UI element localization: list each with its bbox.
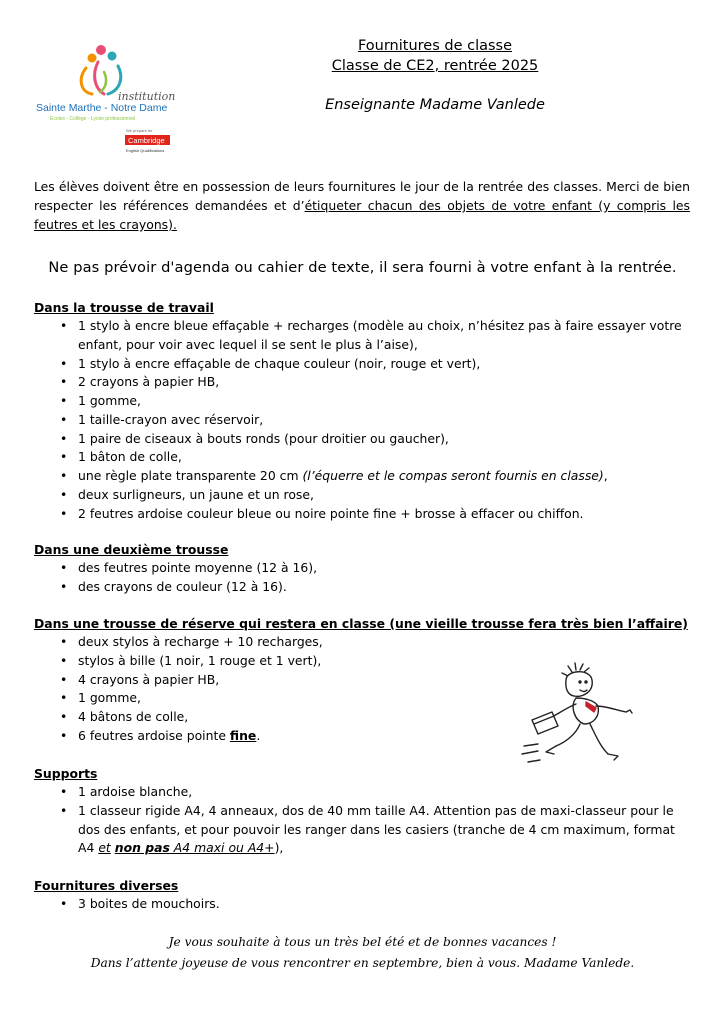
list-item [34,802,694,858]
section-title-reserve: Dans une trousse de réserve qui restera en classe (une vieille trousse fera très bien l’affaire) [34,616,688,631]
list-item [34,392,694,411]
bullet: • [60,690,68,706]
logo-word: institution [118,90,176,103]
item-text: deux stylos à recharge + 10 recharges, [78,634,323,649]
bullet: • [60,896,68,911]
bullet: • [60,560,68,575]
list-item [34,895,694,914]
item-text: 1 ardoise blanche, [78,784,193,799]
item-text: une règle plate transparente 20 cm [78,468,303,483]
bullet: • [60,355,68,371]
list-item [34,373,694,392]
list-item [34,486,694,505]
closing-line-1: Je vous souhaite à tous un très bel été et de bonnes vacances ! [168,935,557,949]
list-item [34,783,694,802]
cambridge-badge-label: Cambridge [128,136,165,145]
intro-text: Les élèves doivent être en possession de leurs fournitures le jour de la rentrée des classes. Merci de bien respecter les références demandées et d’ [34,179,690,213]
logo-school-sub: Ecoles - Collège - Lycée professionnel [50,116,136,122]
document-subtitle: Classe de CE2, rentrée 2025 [331,58,539,74]
list-deuxieme [34,559,694,597]
bullet: • [60,430,68,446]
list-trousse [34,317,694,523]
badge-small-text: We prepare for [126,128,153,133]
bullet: • [60,468,68,483]
closing-line-2: Dans l’attente joyeuse de vous rencontrer en septembre, bien à vous. Madame Vanlede. [90,956,635,970]
bullet: • [60,505,68,521]
item-text-end: . [256,727,261,743]
bullet: • [60,578,68,594]
school-logo-graphic [26,42,196,160]
binder-maxi: A4 maxi ou A4+ [169,840,275,856]
bullet: • [60,486,68,502]
bullet: • [60,802,68,818]
item-text: 4 bâtons de colle, [78,709,189,724]
bullet: • [60,374,68,390]
item-text: 1 paire de ciseaux à bouts ronds (pour droitier ou gaucher), [78,430,449,446]
list-item [34,411,694,430]
item-text: 1 gomme, [78,393,141,408]
item-text: 1 taille-crayon avec réservoir, [78,411,264,427]
item-text: 1 bâton de colle, [78,449,182,465]
ruler-note: (l’équerre et le compas seront fournis en classe) [302,468,604,483]
intro-paragraph [34,177,690,234]
bullet: • [60,709,68,724]
list-item [34,578,694,597]
closing-message [20,932,705,974]
bullet: • [60,652,68,668]
item-text: 3 boites de mouchoirs. [78,896,220,911]
list-item [34,430,694,449]
item-text-end: , [603,468,608,483]
bullet: • [60,318,68,333]
bullet: • [60,411,68,427]
item-text: 2 crayons à papier HB, [78,374,220,390]
item-text: 4 crayons à papier HB, [78,671,220,687]
fine-emphasis: fine [229,727,257,743]
item-text: 1 classeur rigide A4, 4 anneaux, dos de 40 mm taille A4. Attention pas de maxi-classeur pour le dos des enfants, et pour pouvoir les ranger dans les casiers (tranche de 4 cm maximum, format A4 [78,802,675,856]
list-item [34,448,694,467]
binder-et: et [98,840,111,856]
list-supports [34,783,694,858]
bullet: • [60,449,68,465]
item-text: des feutres pointe moyenne (12 à 16), [78,560,318,575]
document-header [300,36,570,115]
item-text: 1 stylo à encre effaçable de chaque couleur (noir, rouge et vert), [78,355,481,371]
item-text: des crayons de couleur (12 à 16). [78,578,287,594]
running-boy-illustration [520,662,640,774]
bullet: • [60,784,68,799]
item-text: 1 gomme, [78,690,141,706]
list-item [34,355,694,374]
document-title: Fournitures de classe [357,38,513,54]
item-text: 6 feutres ardoise pointe [78,727,230,743]
section-title-diverses: Fournitures diverses [34,878,179,893]
bullet: • [60,634,68,649]
logo-figures-icon [81,45,121,94]
agenda-notice: Ne pas prévoir d'agenda ou cahier de texte, il sera fourni à votre enfant à la rentrée. [48,259,677,276]
logo-school-name: Sainte Marthe - Notre Dame [36,102,168,114]
list-item [34,317,694,355]
list-item [34,467,694,486]
bullet: • [60,393,68,408]
item-text: 1 stylo à encre bleue effaçable + recharges (modèle au choix, n’hésitez pas à faire essayer votre enfant, pour voir avec lequel il se sent le plus à l’aise), [78,318,682,352]
item-text-end: ), [274,840,284,856]
section-title-deuxieme: Dans une deuxième trousse [34,542,229,557]
intro-underlined: étiqueter chacun des objets de votre enfant (y compris les feutres et les crayons). [34,198,690,232]
list-diverses [34,895,694,914]
bullet: • [60,727,68,743]
list-item [34,505,694,524]
item-text: 2 feutres ardoise couleur bleue ou noire pointe fine + brosse à effacer ou chiffon. [78,505,584,521]
teacher-name: Enseignante Madame Vanlede [325,97,545,113]
list-item [34,633,694,652]
running-boy-icon [520,662,640,774]
list-item [34,559,694,578]
bullet: • [60,671,68,687]
binder-non-pas: non pas [114,840,170,856]
cambridge-badge-sub: English Qualifications [126,148,165,153]
section-title-trousse: Dans la trousse de travail [34,300,214,315]
item-text: stylos à bille (1 noir, 1 rouge et 1 vert), [78,652,322,668]
item-text: deux surligneurs, un jaune et un rose, [78,486,314,502]
school-logo [26,42,196,160]
section-title-supports: Supports [34,766,98,781]
